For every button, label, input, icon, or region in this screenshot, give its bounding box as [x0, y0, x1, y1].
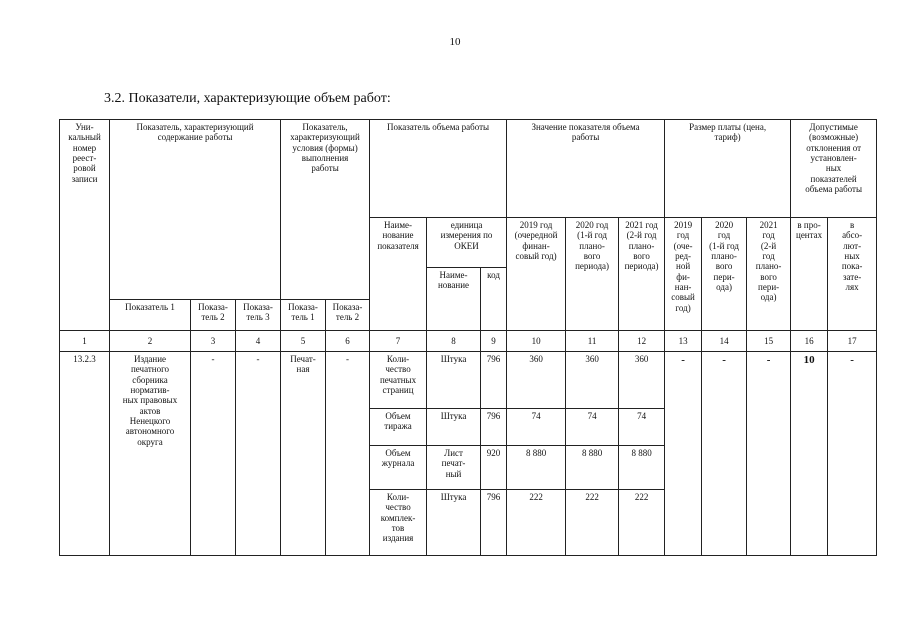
value-2020: 360	[566, 352, 619, 409]
header-fee-2020: 2020 год (1-й год плано- вого пери- ода)	[702, 218, 747, 331]
column-numbers-row	[60, 331, 877, 352]
header-content-indicator-3: Показа- тель 3	[236, 300, 281, 331]
column-number: 2	[110, 331, 191, 352]
value-2019: 74	[507, 409, 566, 446]
header-volume-indicator: Показатель объема работы	[370, 120, 507, 218]
column-number: 16	[791, 331, 828, 352]
header-content-indicator-2: Показа- тель 2	[191, 300, 236, 331]
header-year-2019: 2019 год (очередной финан- совый год)	[507, 218, 566, 331]
value-2021: 360	[619, 352, 665, 409]
column-number: 12	[619, 331, 665, 352]
value-2019: 222	[507, 490, 566, 556]
header-fee-2021: 2021 год (2-й год плано- вого пери- ода)	[747, 218, 791, 331]
work-volume-table	[59, 119, 877, 556]
value-2021: 222	[619, 490, 665, 556]
header-content-indicator: Показатель, характеризующий содержание работы	[110, 120, 281, 300]
column-number: 7	[370, 331, 427, 352]
header-fee: Размер платы (цена, тариф)	[665, 120, 791, 218]
unit-name: Штука	[427, 352, 481, 409]
section-title: 3.2. Показатели, характеризующие объем работ:	[104, 91, 391, 106]
indicator-name: Коли- чество комплек- тов издания	[370, 490, 427, 556]
column-number: 6	[326, 331, 370, 352]
header-year-2021: 2021 год (2-й год плано- вого периода)	[619, 218, 665, 331]
value-2020: 8 880	[566, 446, 619, 490]
fee-2019: -	[665, 352, 702, 556]
record-conditions-indicator-2: -	[326, 352, 370, 556]
unit-code: 796	[481, 409, 507, 446]
column-number: 5	[281, 331, 326, 352]
column-number: 1	[60, 331, 110, 352]
unit-code: 796	[481, 352, 507, 409]
column-number: 14	[702, 331, 747, 352]
column-number: 9	[481, 331, 507, 352]
header-deviation: Допустимые (возможные) отклонения от установлен- ных показателей объема работы	[791, 120, 877, 218]
record-conditions-indicator-1: Печат- ная	[281, 352, 326, 556]
fee-2020: -	[702, 352, 747, 556]
page-number: 10	[449, 36, 461, 48]
header-unique-number: Уни- кальный номер реест- ровой записи	[60, 120, 110, 331]
column-number: 15	[747, 331, 791, 352]
column-number: 11	[566, 331, 619, 352]
record-content-indicator-1: Издание печатного сборника норматив- ных правовых актов Ненецкого автономного округа	[110, 352, 191, 556]
table-row	[60, 352, 877, 409]
indicator-name: Объем журнала	[370, 446, 427, 490]
header-unit-name: Наиме- нование	[427, 268, 481, 331]
value-2019: 360	[507, 352, 566, 409]
unit-name: Штука	[427, 409, 481, 446]
indicator-name: Коли- чество печатных страниц	[370, 352, 427, 409]
header-unit-code: код	[481, 268, 507, 331]
header-content-indicator-1: Показатель 1	[110, 300, 191, 331]
header-conditions-indicator: Показатель, характеризующий условия (формы) выполнения работы	[281, 120, 370, 300]
column-number: 10	[507, 331, 566, 352]
value-2020: 222	[566, 490, 619, 556]
column-number: 8	[427, 331, 481, 352]
value-2021: 8 880	[619, 446, 665, 490]
unit-code: 920	[481, 446, 507, 490]
unit-name: Лист печат- ный	[427, 446, 481, 490]
deviation-absolute-value: -	[828, 352, 877, 556]
column-number: 17	[828, 331, 877, 352]
record-content-indicator-3: -	[236, 352, 281, 556]
header-deviation-absolute: в абсо- лют- ных пока- зате- лях	[828, 218, 877, 331]
indicator-name: Объем тиража	[370, 409, 427, 446]
header-okei-unit: единица измерения по ОКЕИ	[427, 218, 507, 268]
value-2021: 74	[619, 409, 665, 446]
deviation-percent-value: 10	[791, 352, 828, 556]
record-content-indicator-2: -	[191, 352, 236, 556]
header-fee-2019: 2019 год (оче- ред- ной фи- нан- совый год)	[665, 218, 702, 331]
column-number: 3	[191, 331, 236, 352]
column-number: 4	[236, 331, 281, 352]
unit-code: 796	[481, 490, 507, 556]
header-year-2020: 2020 год (1-й год плано- вого периода)	[566, 218, 619, 331]
record-unique-number: 13.2.3	[60, 352, 110, 556]
value-2020: 74	[566, 409, 619, 446]
header-conditions-indicator-1: Показа- тель 1	[281, 300, 326, 331]
header-conditions-indicator-2: Показа- тель 2	[326, 300, 370, 331]
value-2019: 8 880	[507, 446, 566, 490]
unit-name: Штука	[427, 490, 481, 556]
header-indicator-name: Наиме- нование показателя	[370, 218, 427, 331]
fee-2021: -	[747, 352, 791, 556]
header-deviation-percent: в про- центах	[791, 218, 828, 331]
column-number: 13	[665, 331, 702, 352]
header-indicator-value: Значение показателя объема работы	[507, 120, 665, 218]
